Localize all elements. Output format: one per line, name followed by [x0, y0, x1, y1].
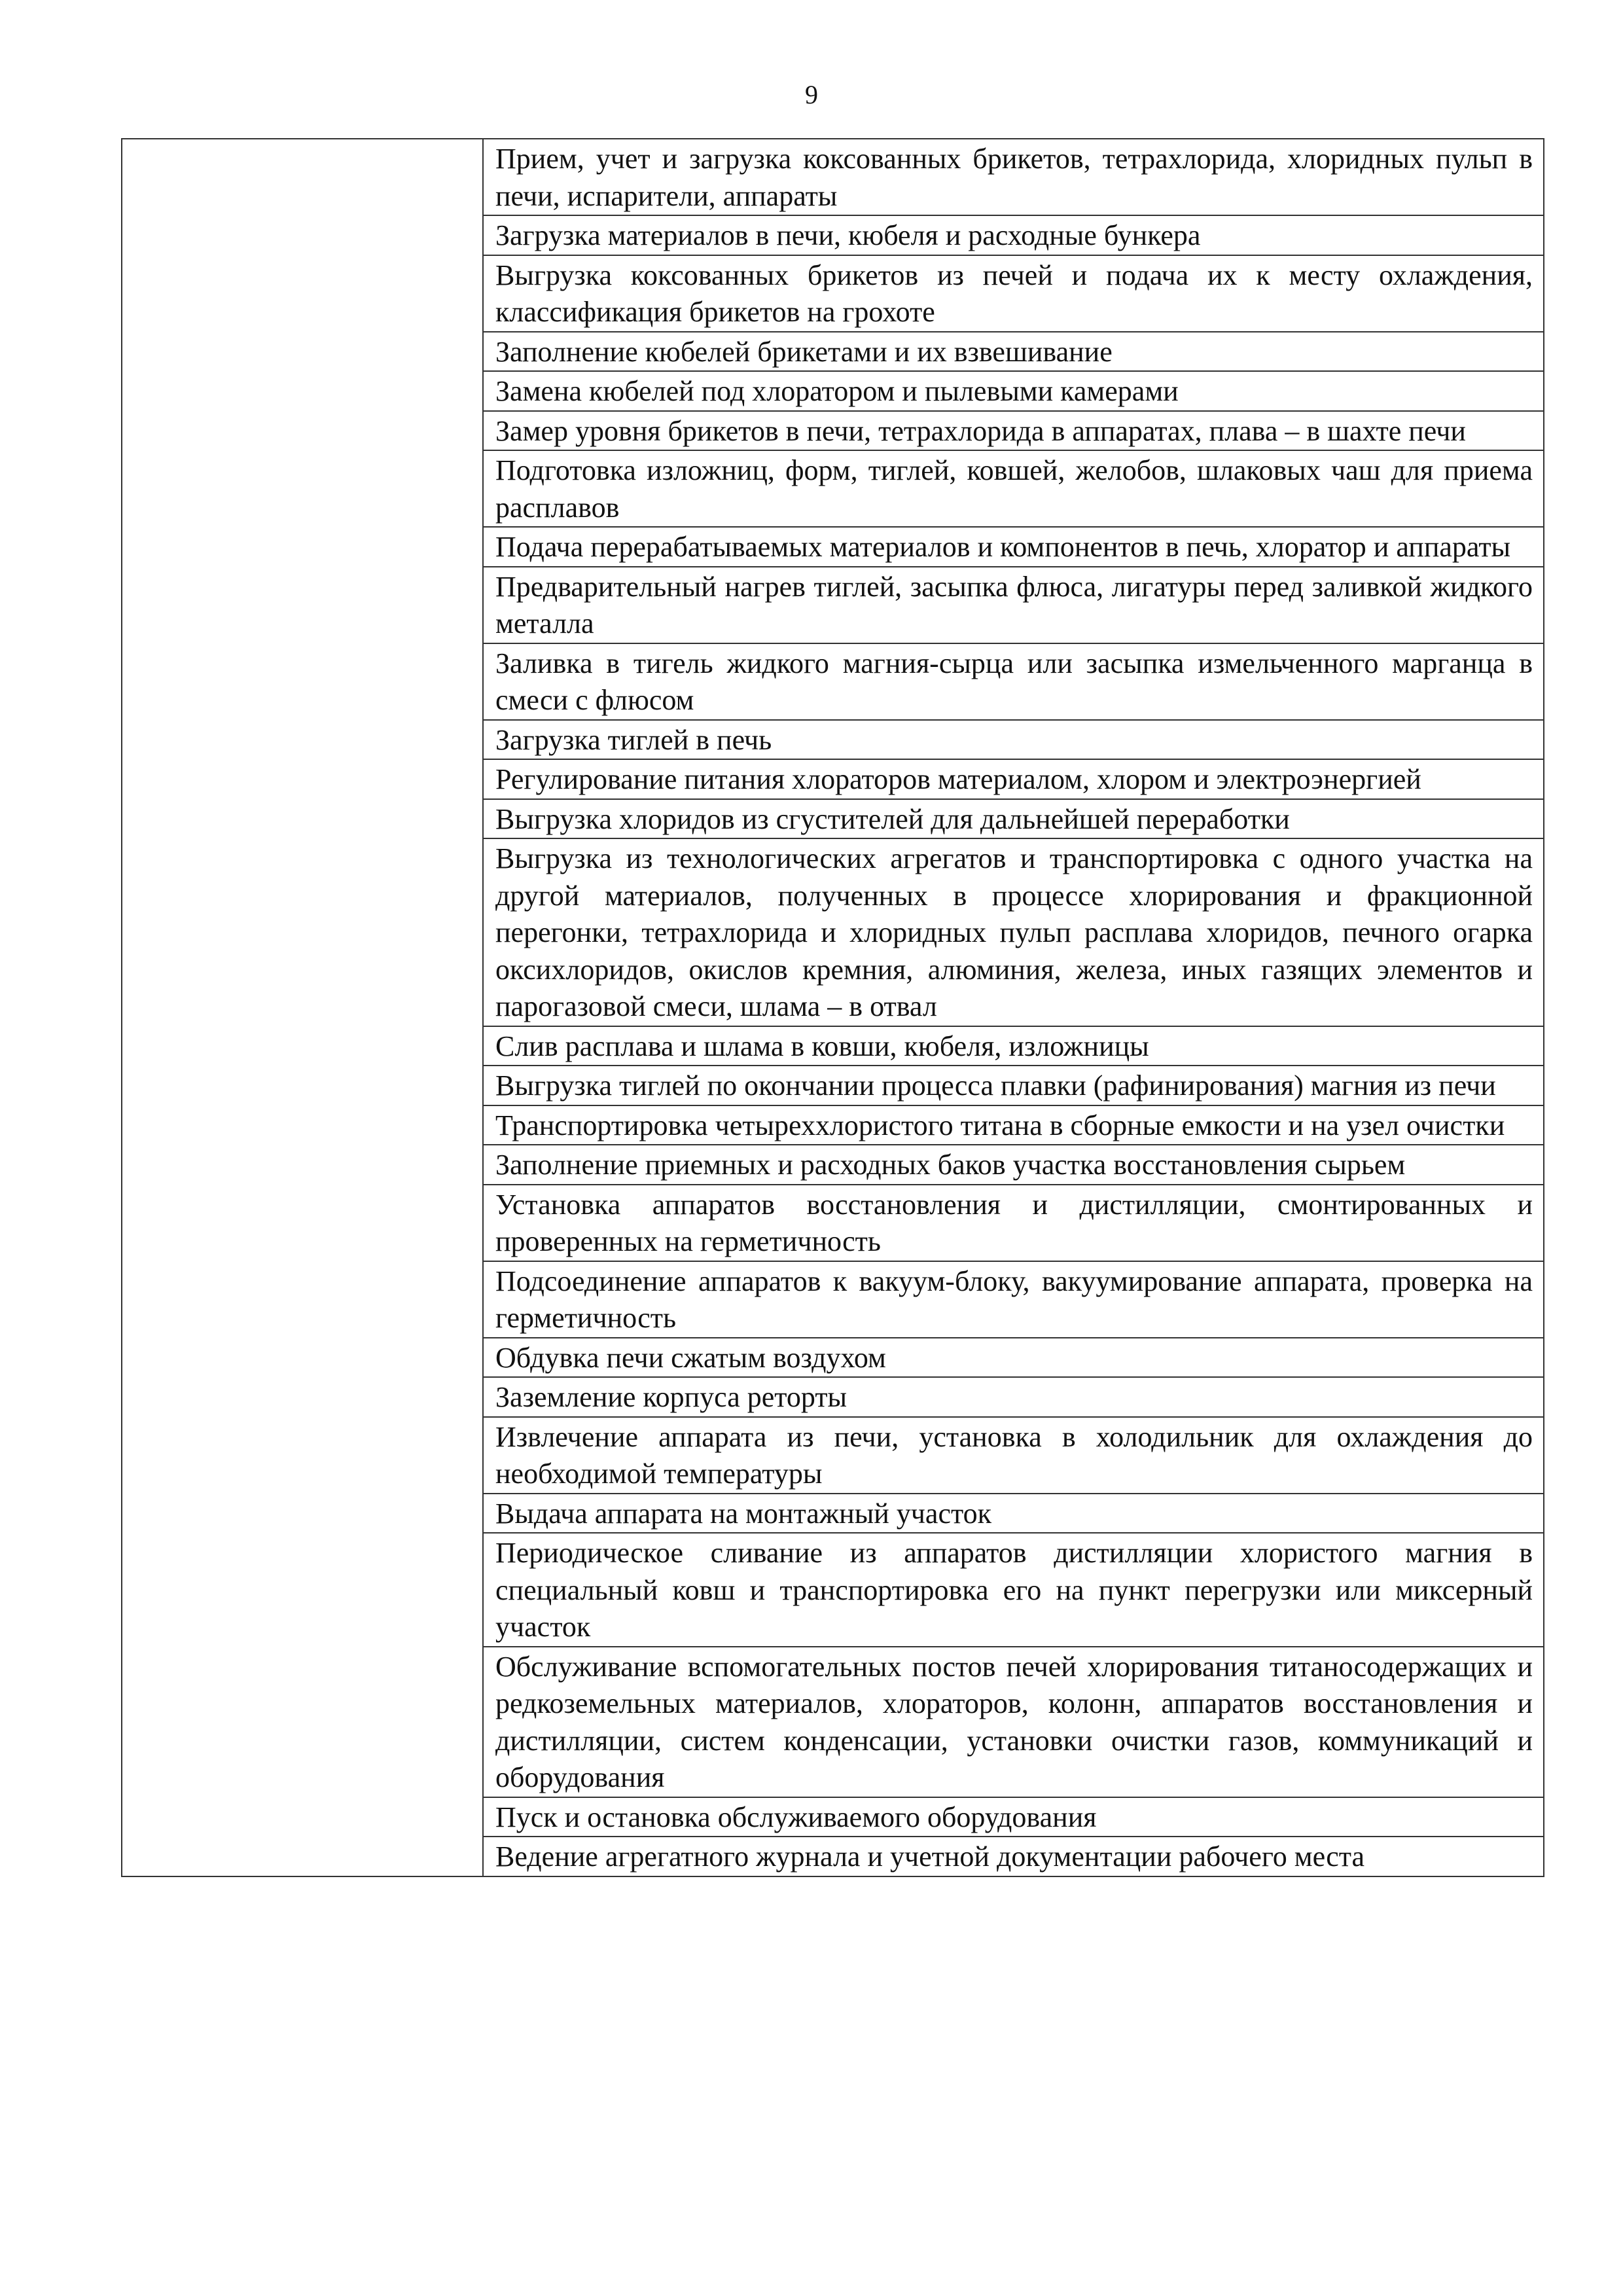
duty-item: Заземление корпуса реторты [484, 1378, 1543, 1418]
duty-item: Обслуживание вспомогательных постов печей хлорирования титаносодержащих и редкоземельных материалов, хлораторов, колонн, аппаратов восстановления и дистилляции, систем конденсации, установки очистки газов, коммуникаций и оборудования [484, 1647, 1543, 1798]
duty-item: Транспортировка четыреххлористого титана в сборные емкости и на узел очистки [484, 1106, 1543, 1146]
duty-item: Загрузка тиглей в печь [484, 721, 1543, 761]
duties-table [121, 138, 1544, 1877]
duty-item: Ведение агрегатного журнала и учетной документации рабочего места [495, 1840, 1365, 1873]
duty-item: Выдача аппарата на монтажный участок [484, 1494, 1543, 1534]
duty-item: Заливка в тигель жидкого магния-сырца или засыпка измельченного марганца в смеси с флюсом [484, 644, 1543, 721]
duty-item: Извлечение аппарата из печи, установка в холодильник для охлаждения до необходимой температуры [484, 1418, 1543, 1494]
duty-item: Подсоединение аппаратов к вакуум-блоку, вакуумирование аппарата, проверка на герметичность [484, 1262, 1543, 1338]
duty-item: Слив расплава и шлама в ковши, кюбеля, изложницы [484, 1027, 1543, 1067]
duty-item: Обдувка печи сжатым воздухом [484, 1338, 1543, 1378]
duties-column [483, 139, 1544, 1876]
duty-item: Замена кюбелей под хлоратором и пылевыми камерами [484, 372, 1543, 412]
duty-item: Заполнение приемных и расходных баков участка восстановления сырьем [484, 1145, 1543, 1185]
duty-item: Выгрузка тиглей по окончании процесса плавки (рафинирования) магния из печи [484, 1066, 1543, 1106]
duty-item: Выгрузка коксованных брикетов из печей и подача их к месту охлаждения, классификация брикетов на грохоте [484, 256, 1543, 332]
left-column-cell [122, 139, 483, 1876]
duty-item: Регулирование питания хлораторов материалом, хлором и электроэнергией [484, 760, 1543, 800]
duty-item: Подготовка изложниц, форм, тиглей, ковшей, желобов, шлаковых чаш для приема расплавов [484, 451, 1543, 528]
table-row [122, 139, 1544, 1876]
duty-item: Пуск и остановка обслуживаемого оборудования [484, 1798, 1543, 1838]
duty-item: Выгрузка хлоридов из сгустителей для дальнейшей переработки [484, 800, 1543, 840]
duty-item: Периодическое сливание из аппаратов дистилляции хлористого магния в специальный ковш и транспортировка его на пункт перегрузки или миксерный участок [484, 1534, 1543, 1647]
duty-item: Прием, учет и загрузка коксованных брикетов, тетрахлорида, хлоридных пульп в печи, испарители, аппараты [484, 139, 1543, 216]
duty-item: Установка аппаратов восстановления и дистилляции, смонтированных и проверенных на герметичность [484, 1185, 1543, 1262]
duty-item: Выгрузка из технологических агрегатов и транспортировка с одного участка на другой материалов, полученных в процессе хлорирования и фракционной перегонки, тетрахлорида и хлоридных пульп расплава хлоридов, печного огарка оксихлоридов, окислов кремния, алюминия, железа, иных газящих элементов и парогазовой смеси, шлама – в отвал [484, 839, 1543, 1027]
duty-item: Подача перерабатываемых материалов и компонентов в печь, хлоратор и аппараты [484, 528, 1543, 567]
duty-list [484, 139, 1543, 1876]
duty-item: Загрузка материалов в печи, кюбеля и расходные бункера [484, 216, 1543, 256]
duty-item: Замер уровня брикетов в печи, тетрахлорида в аппаратах, плава – в шахте печи [484, 412, 1543, 452]
page-number: 9 [805, 80, 818, 109]
duty-item: Предварительный нагрев тиглей, засыпка флюса, лигатуры перед заливкой жидкого металла [484, 567, 1543, 644]
duty-item: Заполнение кюбелей брикетами и их взвешивание [484, 332, 1543, 372]
